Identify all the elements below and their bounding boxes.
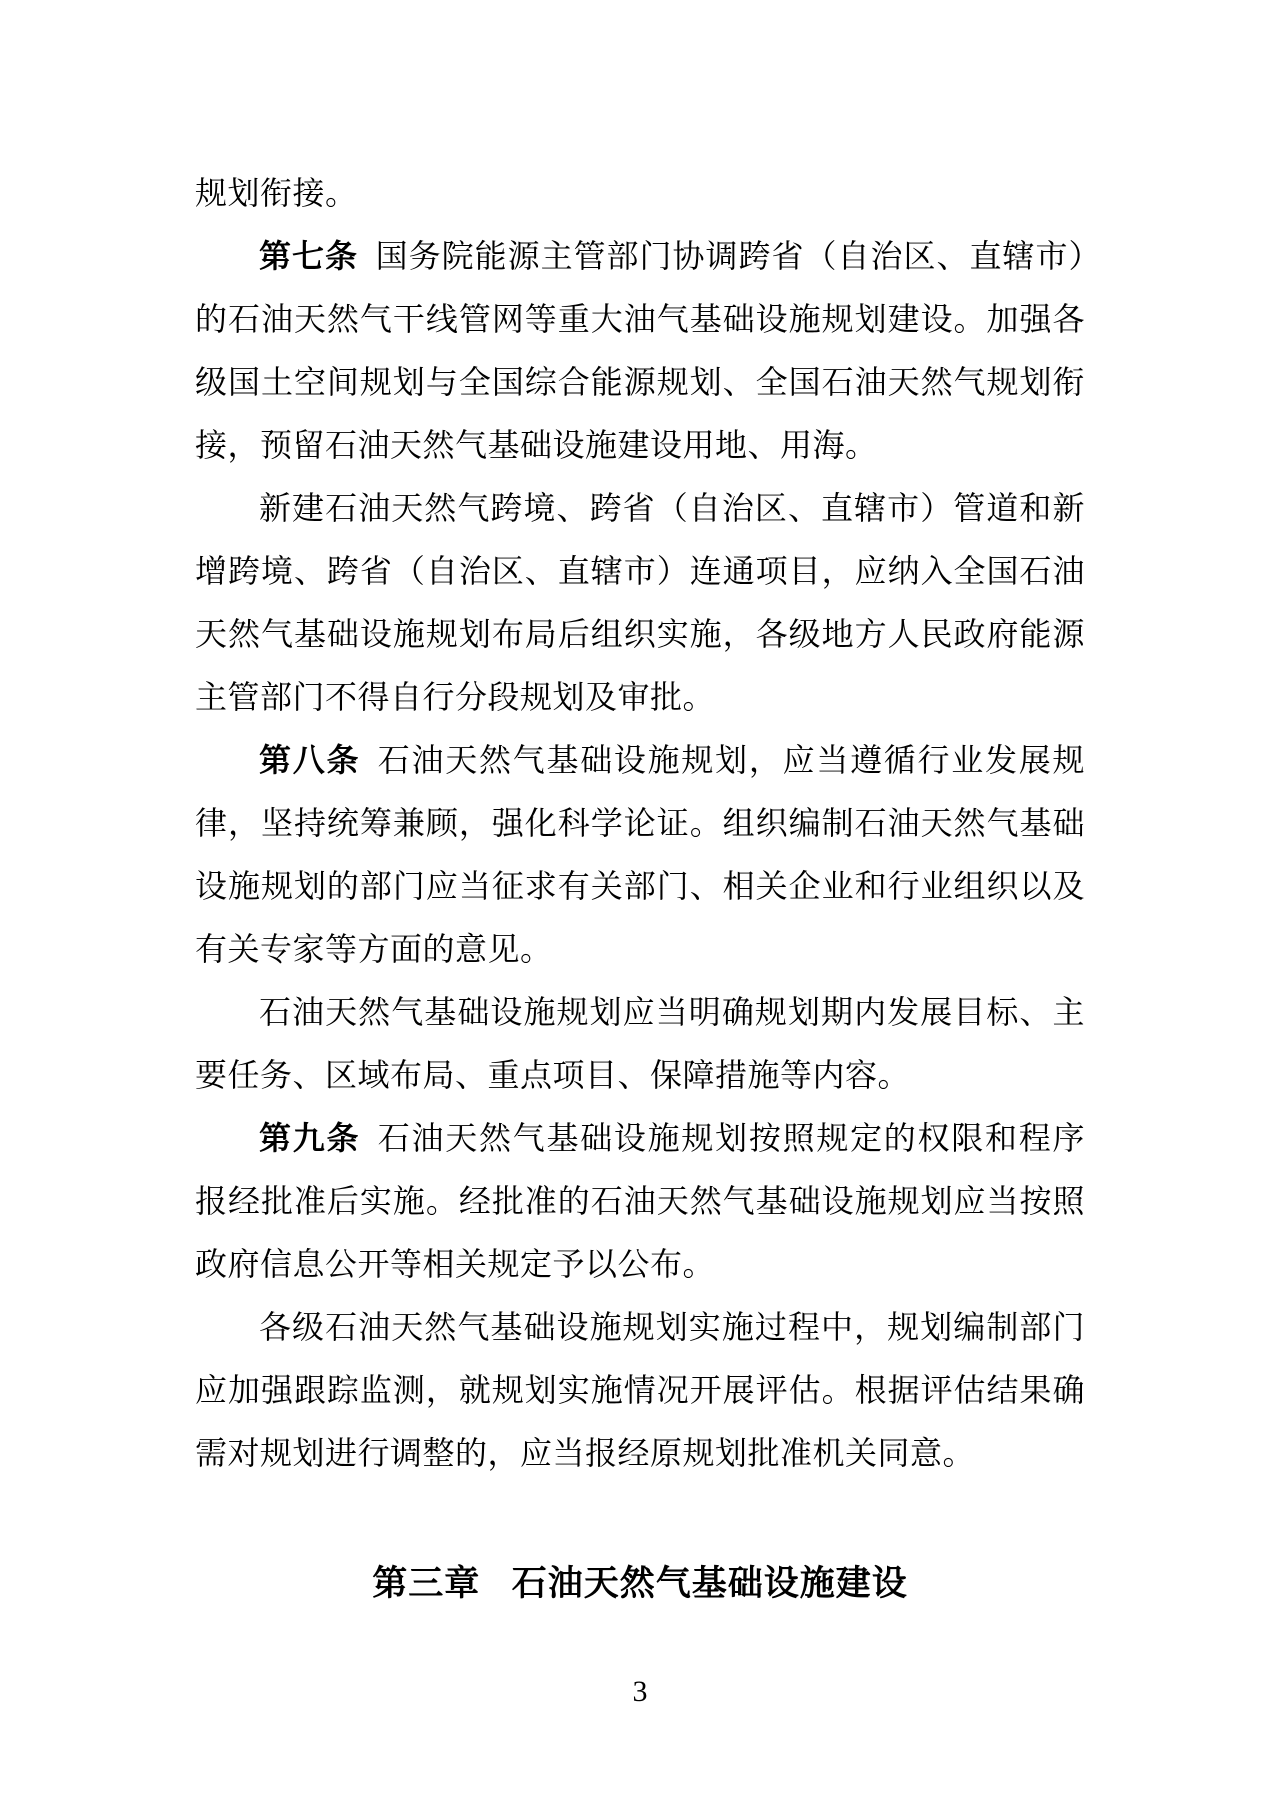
paragraph-article-7 bbox=[195, 225, 1085, 477]
paragraph-continuation bbox=[195, 162, 1085, 225]
article-number-label: 第八条 bbox=[259, 742, 361, 778]
paragraph-text: 石油天然气基础设施规划，应当遵循行业发展规律，坚持统筹兼顾，强化科学论证。组织编制石油天然气基础设施规划的部门应当征求有关部门、相关企业和行业组织以及有关专家等方面的意见。 bbox=[195, 742, 1085, 967]
article-number-label: 第九条 bbox=[259, 1120, 361, 1156]
chapter-heading bbox=[0, 1552, 1280, 1615]
page-number: 3 bbox=[632, 1675, 648, 1708]
paragraph-text: 新建石油天然气跨境、跨省（自治区、直辖市）管道和新增跨境、跨省（自治区、直辖市）连通项目，应纳入全国石油天然气基础设施规划布局后组织实施，各级地方人民政府能源主管部门不得自行分段规划及审批。 bbox=[195, 490, 1085, 715]
paragraph-text: 国务院能源主管部门协调跨省（自治区、直辖市）的石油天然气干线管网等重大油气基础设施规划建设。加强各级国土空间规划与全国综合能源规划、全国石油天然气规划衔接，预留石油天然气基础设施建设用地、用海。 bbox=[195, 238, 1085, 463]
paragraph-article-9 bbox=[195, 1107, 1085, 1296]
paragraph-article-7-clause-2 bbox=[195, 477, 1085, 729]
paragraph-text: 石油天然气基础设施规划应当明确规划期内发展目标、主要任务、区域布局、重点项目、保障措施等内容。 bbox=[195, 994, 1085, 1093]
paragraph-text: 各级石油天然气基础设施规划实施过程中，规划编制部门应加强跟踪监测，就规划实施情况开展评估。根据评估结果确需对规划进行调整的，应当报经原规划批准机关同意。 bbox=[195, 1309, 1085, 1471]
chapter-title: 石油天然气基础设施建设 bbox=[511, 1564, 908, 1603]
article-number-label: 第七条 bbox=[259, 238, 358, 274]
paragraph-text: 规划衔接。 bbox=[195, 175, 358, 211]
paragraph-text: 石油天然气基础设施规划按照规定的权限和程序报经批准后实施。经批准的石油天然气基础设施规划应当按照政府信息公开等相关规定予以公布。 bbox=[195, 1120, 1085, 1282]
document-body bbox=[195, 162, 1085, 1485]
paragraph-article-8-clause-2 bbox=[195, 981, 1085, 1107]
paragraph-article-8 bbox=[195, 729, 1085, 981]
chapter-number: 第三章 bbox=[372, 1564, 481, 1603]
paragraph-article-9-clause-2 bbox=[195, 1296, 1085, 1485]
